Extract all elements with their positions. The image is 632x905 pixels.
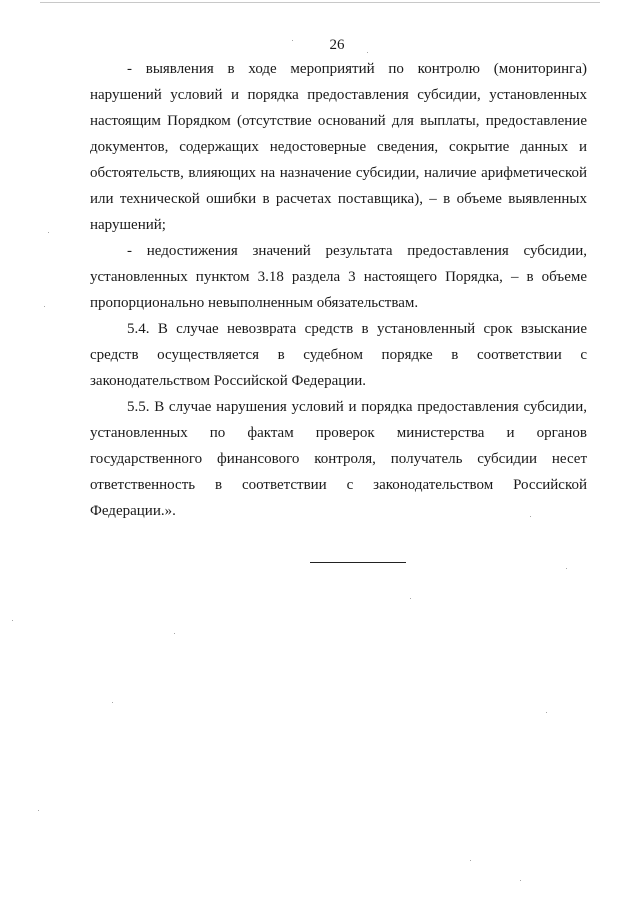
scan-speck: [566, 568, 567, 569]
scan-speck: [470, 860, 471, 861]
page-number: 26: [329, 37, 345, 53]
paragraph-5-4: 5.4. В случае невозврата средств в установленный срок взыскание средств осуществляется в судебном порядке в соответствии с законодательством Российской Федерации.: [90, 321, 587, 389]
scan-speck: [367, 52, 368, 53]
scan-speck: [292, 40, 293, 41]
scan-speck: [38, 810, 39, 811]
scan-speck: [174, 633, 175, 634]
scan-speck: [112, 702, 113, 703]
paragraph-violations-clause: - выявления в ходе мероприятий по контролю (мониторинга) нарушений условий и порядка предоставления субсидии, установленных настоящим Порядком (отсутствие оснований для выплаты, предоставление документов, содержащих недостоверные сведения, сокрытие данных и обстоятельств, влияющих на назначение субсидии, наличие арифметической или технической ошибки в расчетах поставщика), – в объеме выявленных нарушений;: [90, 61, 587, 233]
scan-speck: [546, 712, 547, 713]
document-body: [90, 56, 587, 524]
paragraph-result-clause: - недостижения значений результата предоставления субсидии, установленных пунктом 3.18 раздела 3 настоящего Порядка, – в объеме пропорционально невыполненным обязательствам.: [90, 243, 587, 311]
scan-speck: [530, 516, 531, 517]
end-of-text-rule: [310, 562, 406, 563]
paragraph-5-5: 5.5. В случае нарушения условий и порядка предоставления субсидии, установленных по фактам проверок министерства и органов государственного финансового контроля, получатель субсидии несет ответственность в соответствии с законодательством Российской Федерации.».: [90, 399, 587, 519]
scan-top-edge: [40, 2, 600, 3]
scan-speck: [12, 620, 13, 621]
scan-speck: [410, 598, 411, 599]
scan-speck: [520, 880, 521, 881]
scan-speck: [48, 232, 49, 233]
scan-speck: [44, 306, 45, 307]
